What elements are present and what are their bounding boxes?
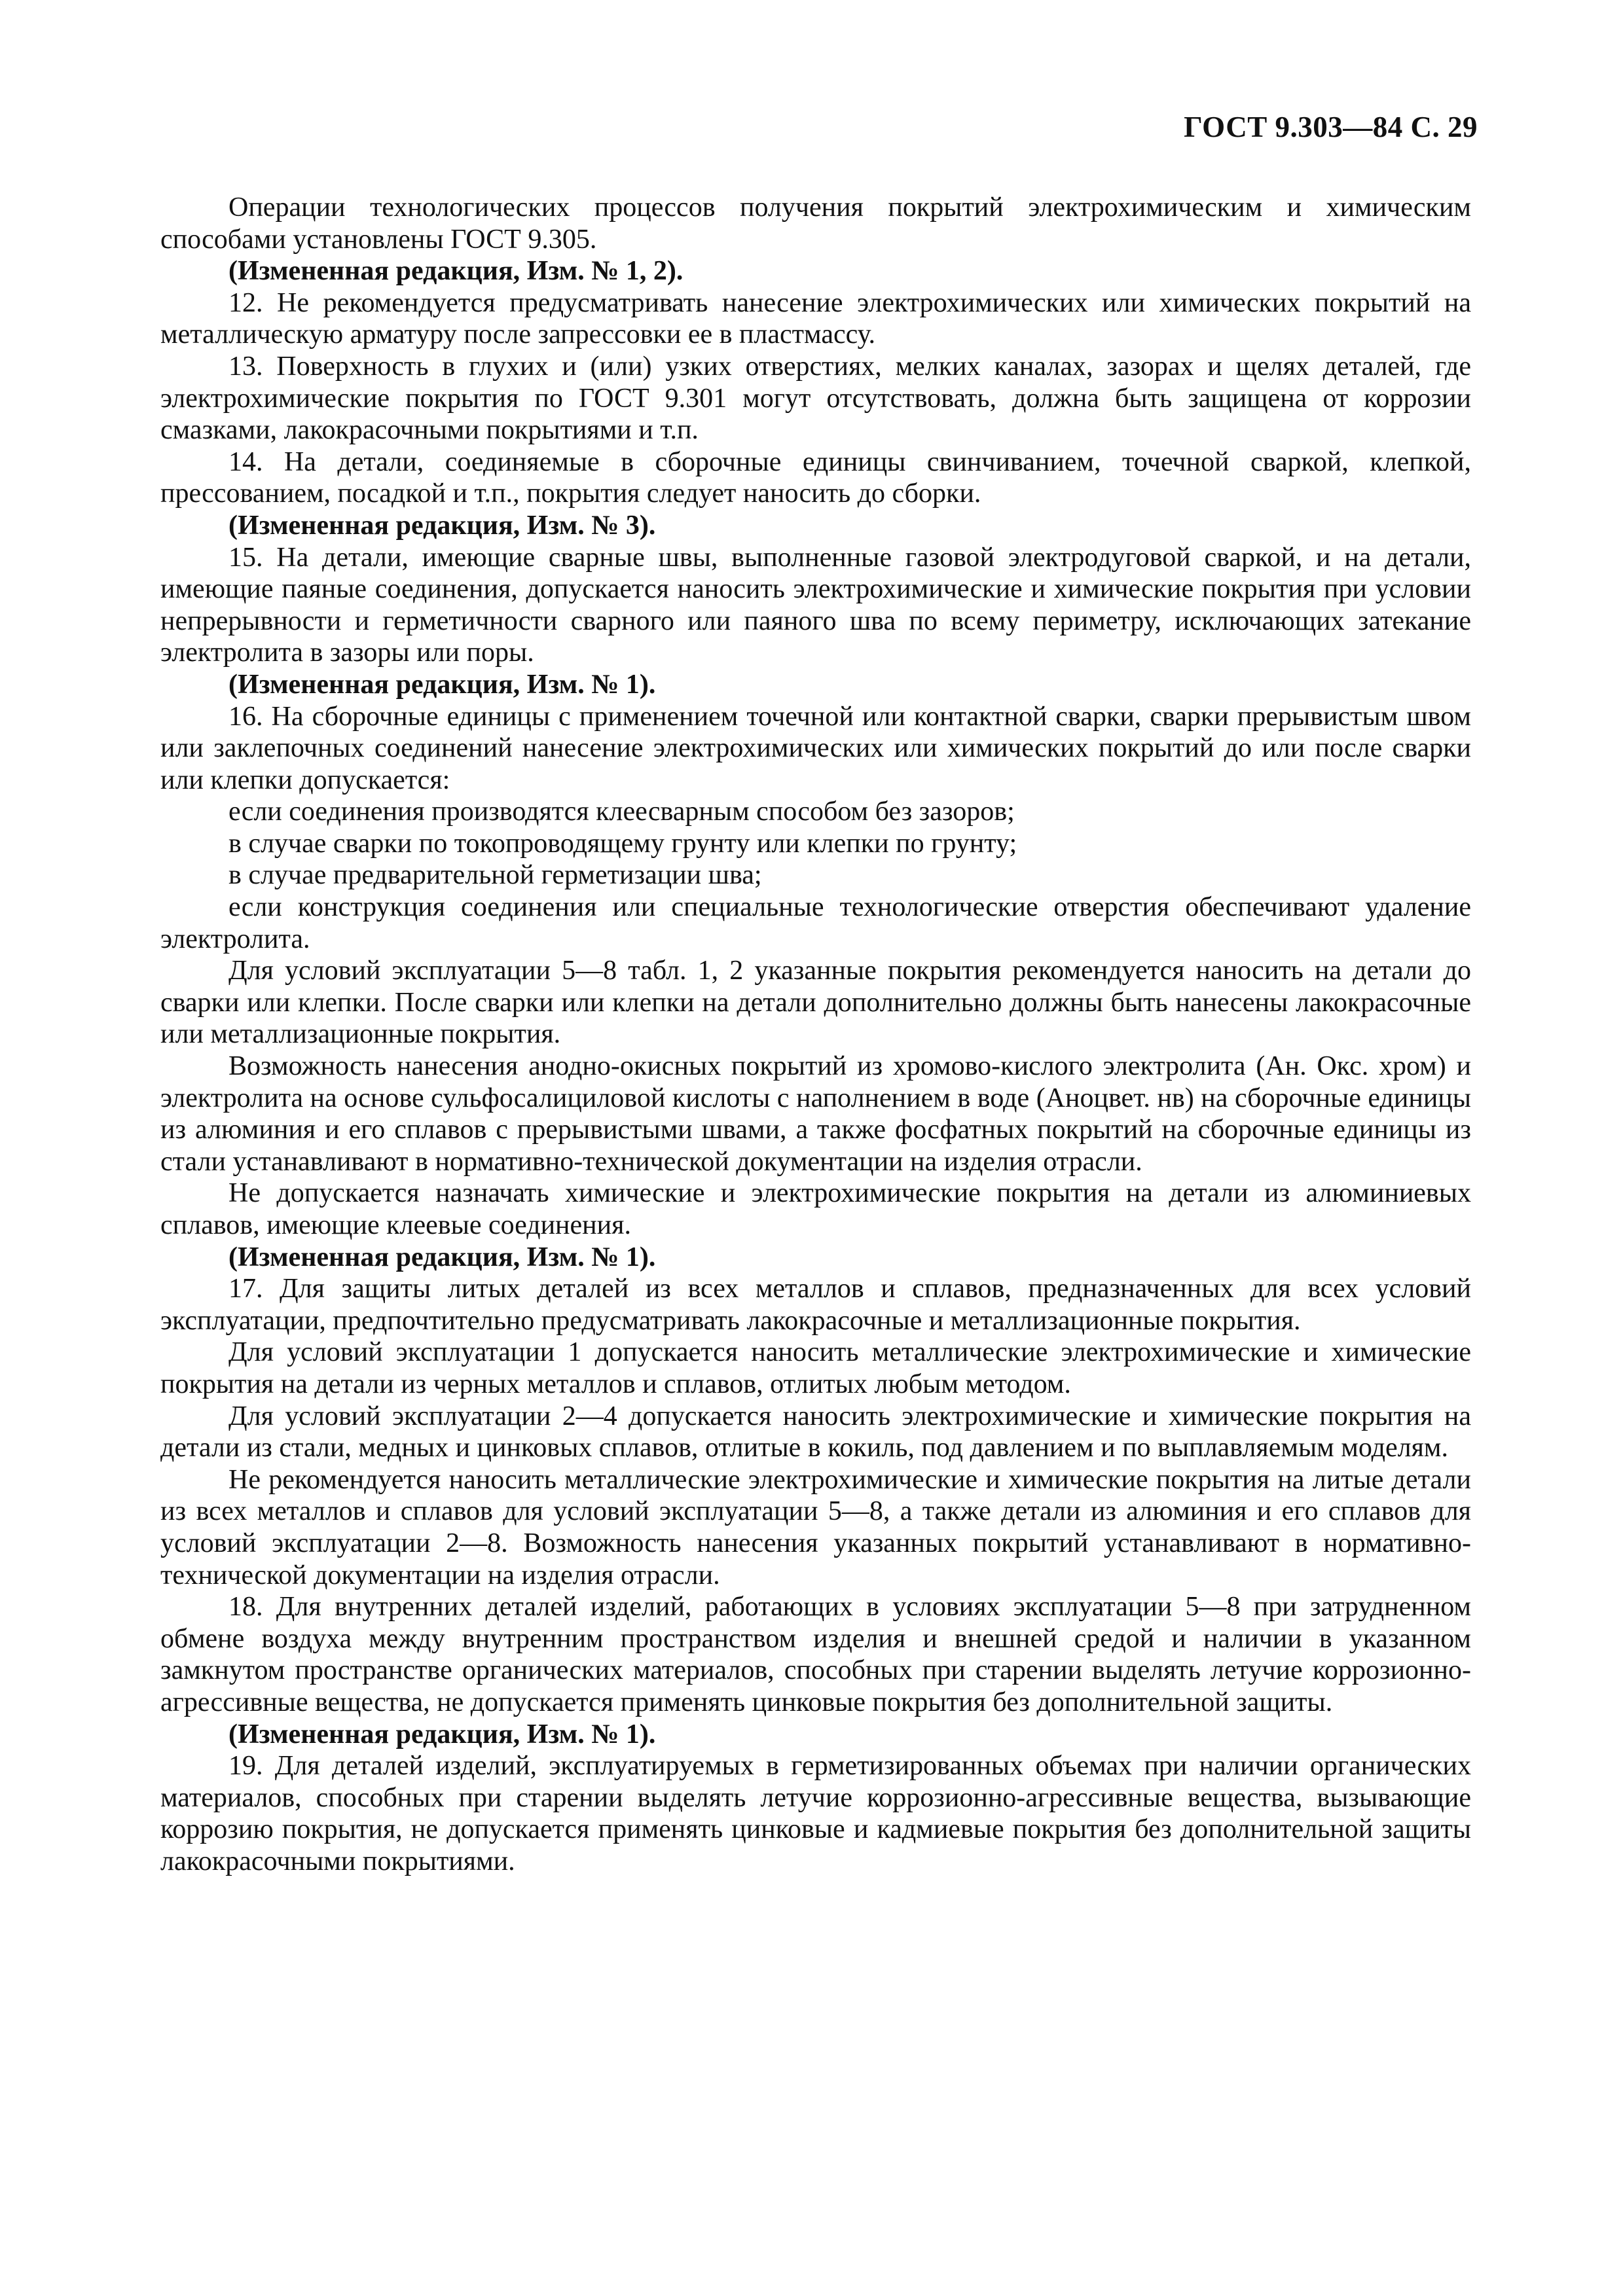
body-text [160,192,1471,1877]
paragraph-13: 13. Поверхность в глухих и (или) узких отверстиях, мелких каналах, зазорах и щелях деталей, где электрохимические покрытия по ГОСТ 9.301 могут отсутствовать, должна быть защищена от коррозии смазками, лакокрасочными покрытиями и т.п. [160,351,1471,446]
paragraph-16-anodic: Возможность нанесения анодно-окисных покрытий из хромово-кислого электролита (Ан. Окс. хром) и электролита на основе сульфосалициловой кислоты с наполнением в воде (Аноцвет. нв) на сборочные единицы из алюминия и его сплавов с прерывистыми швами, а также фосфатных покрытий на сборочные единицы из стали устанавливают в нормативно-технической документации на изделия отрасли. [160,1051,1471,1177]
paragraph-14: 14. На детали, соединяемые в сборочные единицы свинчиванием, точечной сваркой, клепкой, прессованием, посадкой и т.п., покрытия следует наносить до сборки. [160,446,1471,509]
list-item: если соединения производятся клеесварным способом без зазоров; [228,797,1015,827]
amendment-note: (Измененная редакция, Изм. № 1). [228,1719,656,1749]
amendment-note: (Измененная редакция, Изм. № 3). [228,510,656,541]
list-item: в случае сварки по токопроводящему грунту или клепки по грунту; [228,828,1017,859]
paragraph-17-condition-2-4: Для условий эксплуатации 2—4 допускается наносить электрохимические и химические покрытия на детали из стали, медных и цинковых сплавов, отлитые в кокиль, под давлением и по выплавляемым моделям. [160,1401,1471,1463]
amendment-note: (Измененная редакция, Изм. № 1). [228,1242,656,1272]
running-head: ГОСТ 9.303—84 С. 29 [1184,111,1478,143]
paragraph-15: 15. На детали, имеющие сварные швы, выполненные газовой электродуговой сваркой, и на детали, имеющие паяные соединения, допускается наносить электрохимические и химические покрытия при условии непрерывности и герметичности сварного или паяного шва по всему периметру, исключающих затекание электролита в зазоры или поры. [160,542,1471,668]
amendment-note: (Измененная редакция, Изм. № 1). [228,669,656,700]
list-item: в случае предварительной герметизации шва; [228,860,762,891]
paragraph-operations: Операции технологических процессов получения покрытий электрохимическим и химическим способами установлены ГОСТ 9.305. [160,192,1471,255]
paragraph-16-aluminium: Не допускается назначать химические и электрохимические покрытия на детали из алюминиевых сплавов, имеющие клеевые соединения. [160,1178,1471,1240]
paragraph-19: 19. Для деталей изделий, эксплуатируемых в герметизированных объемах при наличии органических материалов, способных при старении выделять летучие коррозионно-агрессивные вещества, вызывающие коррозию покрытия, не допускается применять цинковые и кадмиевые покрытия без дополнительной защиты лакокрасочными покрытиями. [160,1751,1471,1876]
paragraph-18: 18. Для внутренних деталей изделий, работающих в условиях эксплуатации 5—8 при затрудненном обмене воздуха между внутренним пространством изделия и внешней средой и наличии в указанном замкнутом пространстве органических материалов, способных при старении выделять летучие коррозионно-агрессивные вещества, не допускается применять цинковые покрытия без дополнительной защиты. [160,1592,1471,1717]
paragraph-17: 17. Для защиты литых деталей из всех металлов и сплавов, предназначенных для всех условий эксплуатации, предпочтительно предусматривать лакокрасочные и металлизационные покрытия. [160,1274,1471,1336]
paragraph-17-condition-1: Для условий эксплуатации 1 допускается наносить металлические электрохимические и химические покрытия на детали из черных металлов и сплавов, отлитых любым методом. [160,1337,1471,1399]
paragraph-16: 16. На сборочные единицы с применением точечной или контактной сварки, сварки прерывистым швом или заклепочных соединений нанесение электрохимических или химических покрытий до или после сварки или клепки допускается: [160,701,1471,795]
amendment-note: (Измененная редакция, Изм. № 1, 2). [228,256,684,287]
list-item: если конструкция соединения или специальные технологические отверстия обеспечивают удаление электролита. [160,892,1471,954]
paragraph-12: 12. Не рекомендуется предусматривать нанесение электрохимических или химических покрытий на металлическую арматуру после запрессовки ее в пластмассу. [160,287,1471,350]
paragraph-16-conditions: Для условий эксплуатации 5—8 табл. 1, 2 указанные покрытия рекомендуется наносить на детали до сварки или клепки. После сварки или клепки на детали дополнительно должны быть нанесены лакокрасочные или металлизационные покрытия. [160,956,1471,1050]
paragraph-17-condition-5-8: Не рекомендуется наносить металлические электрохимические и химические покрытия на литые детали из всех металлов и сплавов для условий эксплуатации 5—8, а также детали из алюминия и его сплавов для условий эксплуатации 2—8. Возможность нанесения указанных покрытий устанавливают в нормативно-технической документации на изделия отрасли. [160,1464,1471,1590]
